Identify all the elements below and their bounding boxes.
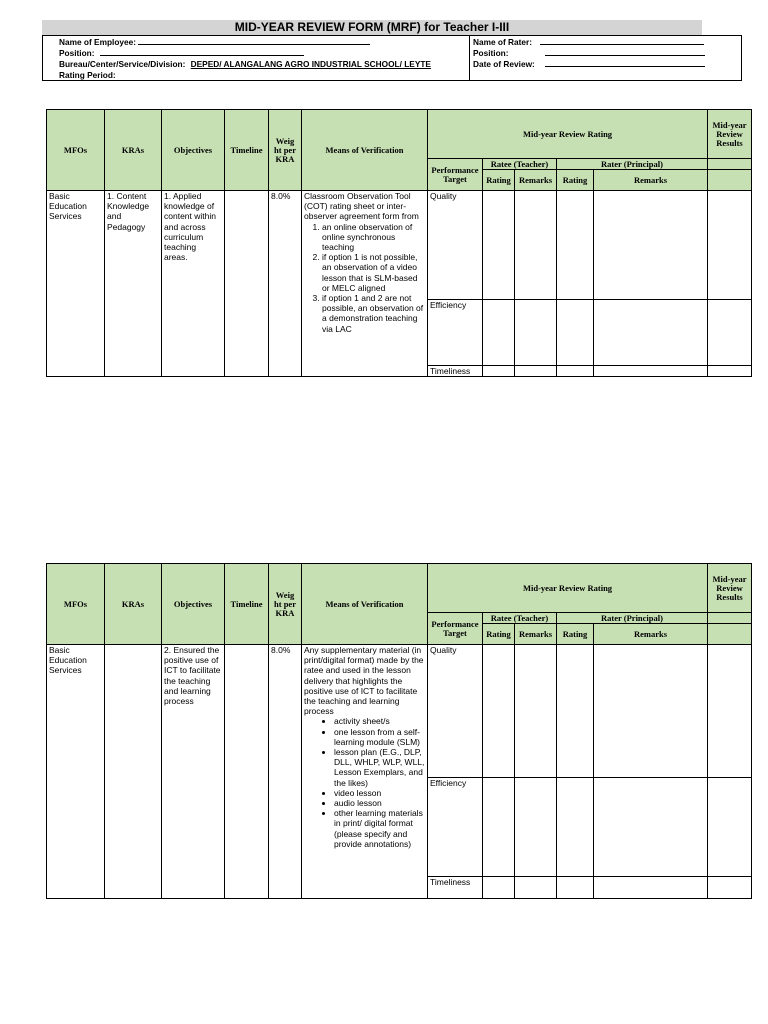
name-of-rater-label: Name of Rater: [473, 37, 533, 47]
ratee-remarks-quality[interactable] [515, 645, 557, 778]
timeline-cell[interactable] [225, 191, 269, 377]
rater-info-right [469, 36, 741, 80]
timeline-header: Timeline [225, 110, 269, 191]
weight-header: Weig ht per KRA [269, 110, 302, 191]
ratee-remarks-timeliness[interactable] [515, 877, 557, 899]
weight-header: Weig ht per KRA [269, 564, 302, 645]
mfos-header: MFOs [47, 110, 105, 191]
mov-item: 1. an online observation of online synchronous teaching [322, 222, 425, 253]
rater-rating-header: Rating [557, 624, 594, 645]
efficiency-label: Efficiency [428, 300, 483, 366]
rater-rating-quality[interactable] [557, 191, 594, 300]
kra-cell: 1. Content Knowledge and Pedagogy [105, 191, 162, 377]
mov-item: • lesson plan (E.G., DLP, DLL, WHLP, WLP, WLL, Lesson Exemplars, and the likes) [334, 747, 425, 788]
midyear-results-header: Mid-year Review Results [708, 564, 752, 613]
weight-cell: 8.0% [269, 191, 302, 377]
rater-rating-efficiency[interactable] [557, 778, 594, 877]
objective-cell: 2. Ensured the positive use of ICT to facilitate the teaching and learning process [162, 645, 225, 899]
rater-rating-timeliness[interactable] [557, 366, 594, 377]
rater-rating-efficiency[interactable] [557, 300, 594, 366]
mov-item: • audio lesson [334, 798, 425, 808]
mov-cell [302, 645, 428, 899]
kra-table-2 [46, 563, 752, 899]
results-efficiency[interactable] [708, 778, 752, 877]
efficiency-label: Efficiency [428, 778, 483, 877]
rater-remarks-header: Remarks [594, 624, 708, 645]
date-of-review-label: Date of Review: [473, 59, 535, 69]
quality-label: Quality [428, 191, 483, 300]
rater-position-label: Position: [473, 48, 509, 58]
results-quality[interactable] [708, 645, 752, 778]
ratee-remarks-quality[interactable] [515, 191, 557, 300]
kra-table-1 [46, 109, 752, 377]
results-quality[interactable] [708, 191, 752, 300]
name-of-employee-field[interactable] [138, 37, 370, 45]
ratee-rating-quality[interactable] [483, 645, 515, 778]
ratee-rating-header: Rating [483, 624, 515, 645]
timeline-header: Timeline [225, 564, 269, 645]
mov-header: Means of Verification [302, 110, 428, 191]
results-timeliness[interactable] [708, 877, 752, 899]
name-of-employee-label: Name of Employee: [59, 37, 136, 47]
bureau-label: Bureau/Center/Service/Division: [59, 59, 186, 69]
ratee-header: Ratee (Teacher) [483, 159, 557, 170]
ratee-remarks-efficiency[interactable] [515, 300, 557, 366]
rater-position-field[interactable] [545, 48, 705, 56]
mov-item: • one lesson from a self-learning module (SLM) [334, 727, 425, 747]
kras-header: KRAs [105, 110, 162, 191]
ratee-remarks-timeliness[interactable] [515, 366, 557, 377]
form-title: MID-YEAR REVIEW FORM (MRF) for Teacher I-III [42, 20, 702, 35]
employee-info-box [42, 35, 742, 81]
ratee-rating-quality[interactable] [483, 191, 515, 300]
ratee-rating-header: Rating [483, 170, 515, 191]
mov-intro: Classroom Observation Tool (COT) rating sheet or inter-observer agreement form from [304, 191, 419, 222]
mov-cell [302, 191, 428, 377]
objectives-header: Objectives [162, 110, 225, 191]
rater-remarks-timeliness[interactable] [594, 877, 708, 899]
quality-label: Quality [428, 645, 483, 778]
rater-remarks-quality[interactable] [594, 191, 708, 300]
ratee-remarks-header: Remarks [515, 624, 557, 645]
mov-item: 3. if option 1 and 2 are not possible, an observation of a demonstration teaching via LAC [322, 293, 425, 334]
rater-remarks-efficiency[interactable] [594, 300, 708, 366]
position-label: Position: [59, 48, 95, 58]
rater-remarks-header: Remarks [594, 170, 708, 191]
rater-rating-quality[interactable] [557, 645, 594, 778]
ratee-rating-efficiency[interactable] [483, 300, 515, 366]
ratee-remarks-efficiency[interactable] [515, 778, 557, 877]
mov-header: Means of Verification [302, 564, 428, 645]
kra-cell [105, 645, 162, 899]
timeline-cell[interactable] [225, 645, 269, 899]
position-field[interactable] [100, 48, 304, 56]
name-of-rater-field[interactable] [540, 37, 704, 45]
weight-cell: 8.0% [269, 645, 302, 899]
ratee-rating-timeliness[interactable] [483, 877, 515, 899]
rater-header: Rater (Principal) [557, 159, 708, 170]
midyear-rating-header: Mid-year Review Rating [428, 110, 708, 159]
mov-item: • other learning materials in print/ digital format (please specify and provide annotations) [334, 808, 425, 849]
mfos-header: MFOs [47, 564, 105, 645]
ratee-remarks-header: Remarks [515, 170, 557, 191]
mov-item: 2. if option 1 is not possible, an observation of a video lesson that is SLM-based or MELC aligned [322, 252, 425, 293]
timeliness-label: Timeliness [428, 366, 483, 377]
objective-cell: 1. Applied knowledge of content within and across curriculum teaching areas. [162, 191, 225, 377]
mov-item: • activity sheet/s [334, 716, 425, 726]
results-timeliness[interactable] [708, 366, 752, 377]
midyear-rating-header: Mid-year Review Rating [428, 564, 708, 613]
mfo-cell: Basic Education Services [47, 645, 105, 899]
rater-remarks-quality[interactable] [594, 645, 708, 778]
ratee-header: Ratee (Teacher) [483, 613, 557, 624]
performance-target-header: Performance Target [428, 613, 483, 645]
mov-intro: Any supplementary material (in print/digital format) made by the ratee and used in the lesson delivery that highlights the positive use of ICT to facilitate the teaching and learning process [304, 645, 424, 717]
date-of-review-field[interactable] [545, 59, 705, 67]
rater-remarks-timeliness[interactable] [594, 366, 708, 377]
midyear-results-header: Mid-year Review Results [708, 110, 752, 159]
performance-target-header: Performance Target [428, 159, 483, 191]
rater-rating-timeliness[interactable] [557, 877, 594, 899]
mfo-cell: Basic Education Services [47, 191, 105, 377]
rating-period-label: Rating Period: [59, 70, 116, 80]
kras-header: KRAs [105, 564, 162, 645]
ratee-rating-timeliness[interactable] [483, 366, 515, 377]
ratee-rating-efficiency[interactable] [483, 778, 515, 877]
rater-header: Rater (Principal) [557, 613, 708, 624]
rater-rating-header: Rating [557, 170, 594, 191]
rater-remarks-efficiency[interactable] [594, 778, 708, 877]
objectives-header: Objectives [162, 564, 225, 645]
bureau-value: DEPED/ ALANGALANG AGRO INDUSTRIAL SCHOOL/ LEYTE [190, 59, 431, 69]
employee-info-left [43, 36, 470, 80]
mov-item: • video lesson [334, 788, 425, 798]
timeliness-label: Timeliness [428, 877, 483, 899]
results-efficiency[interactable] [708, 300, 752, 366]
